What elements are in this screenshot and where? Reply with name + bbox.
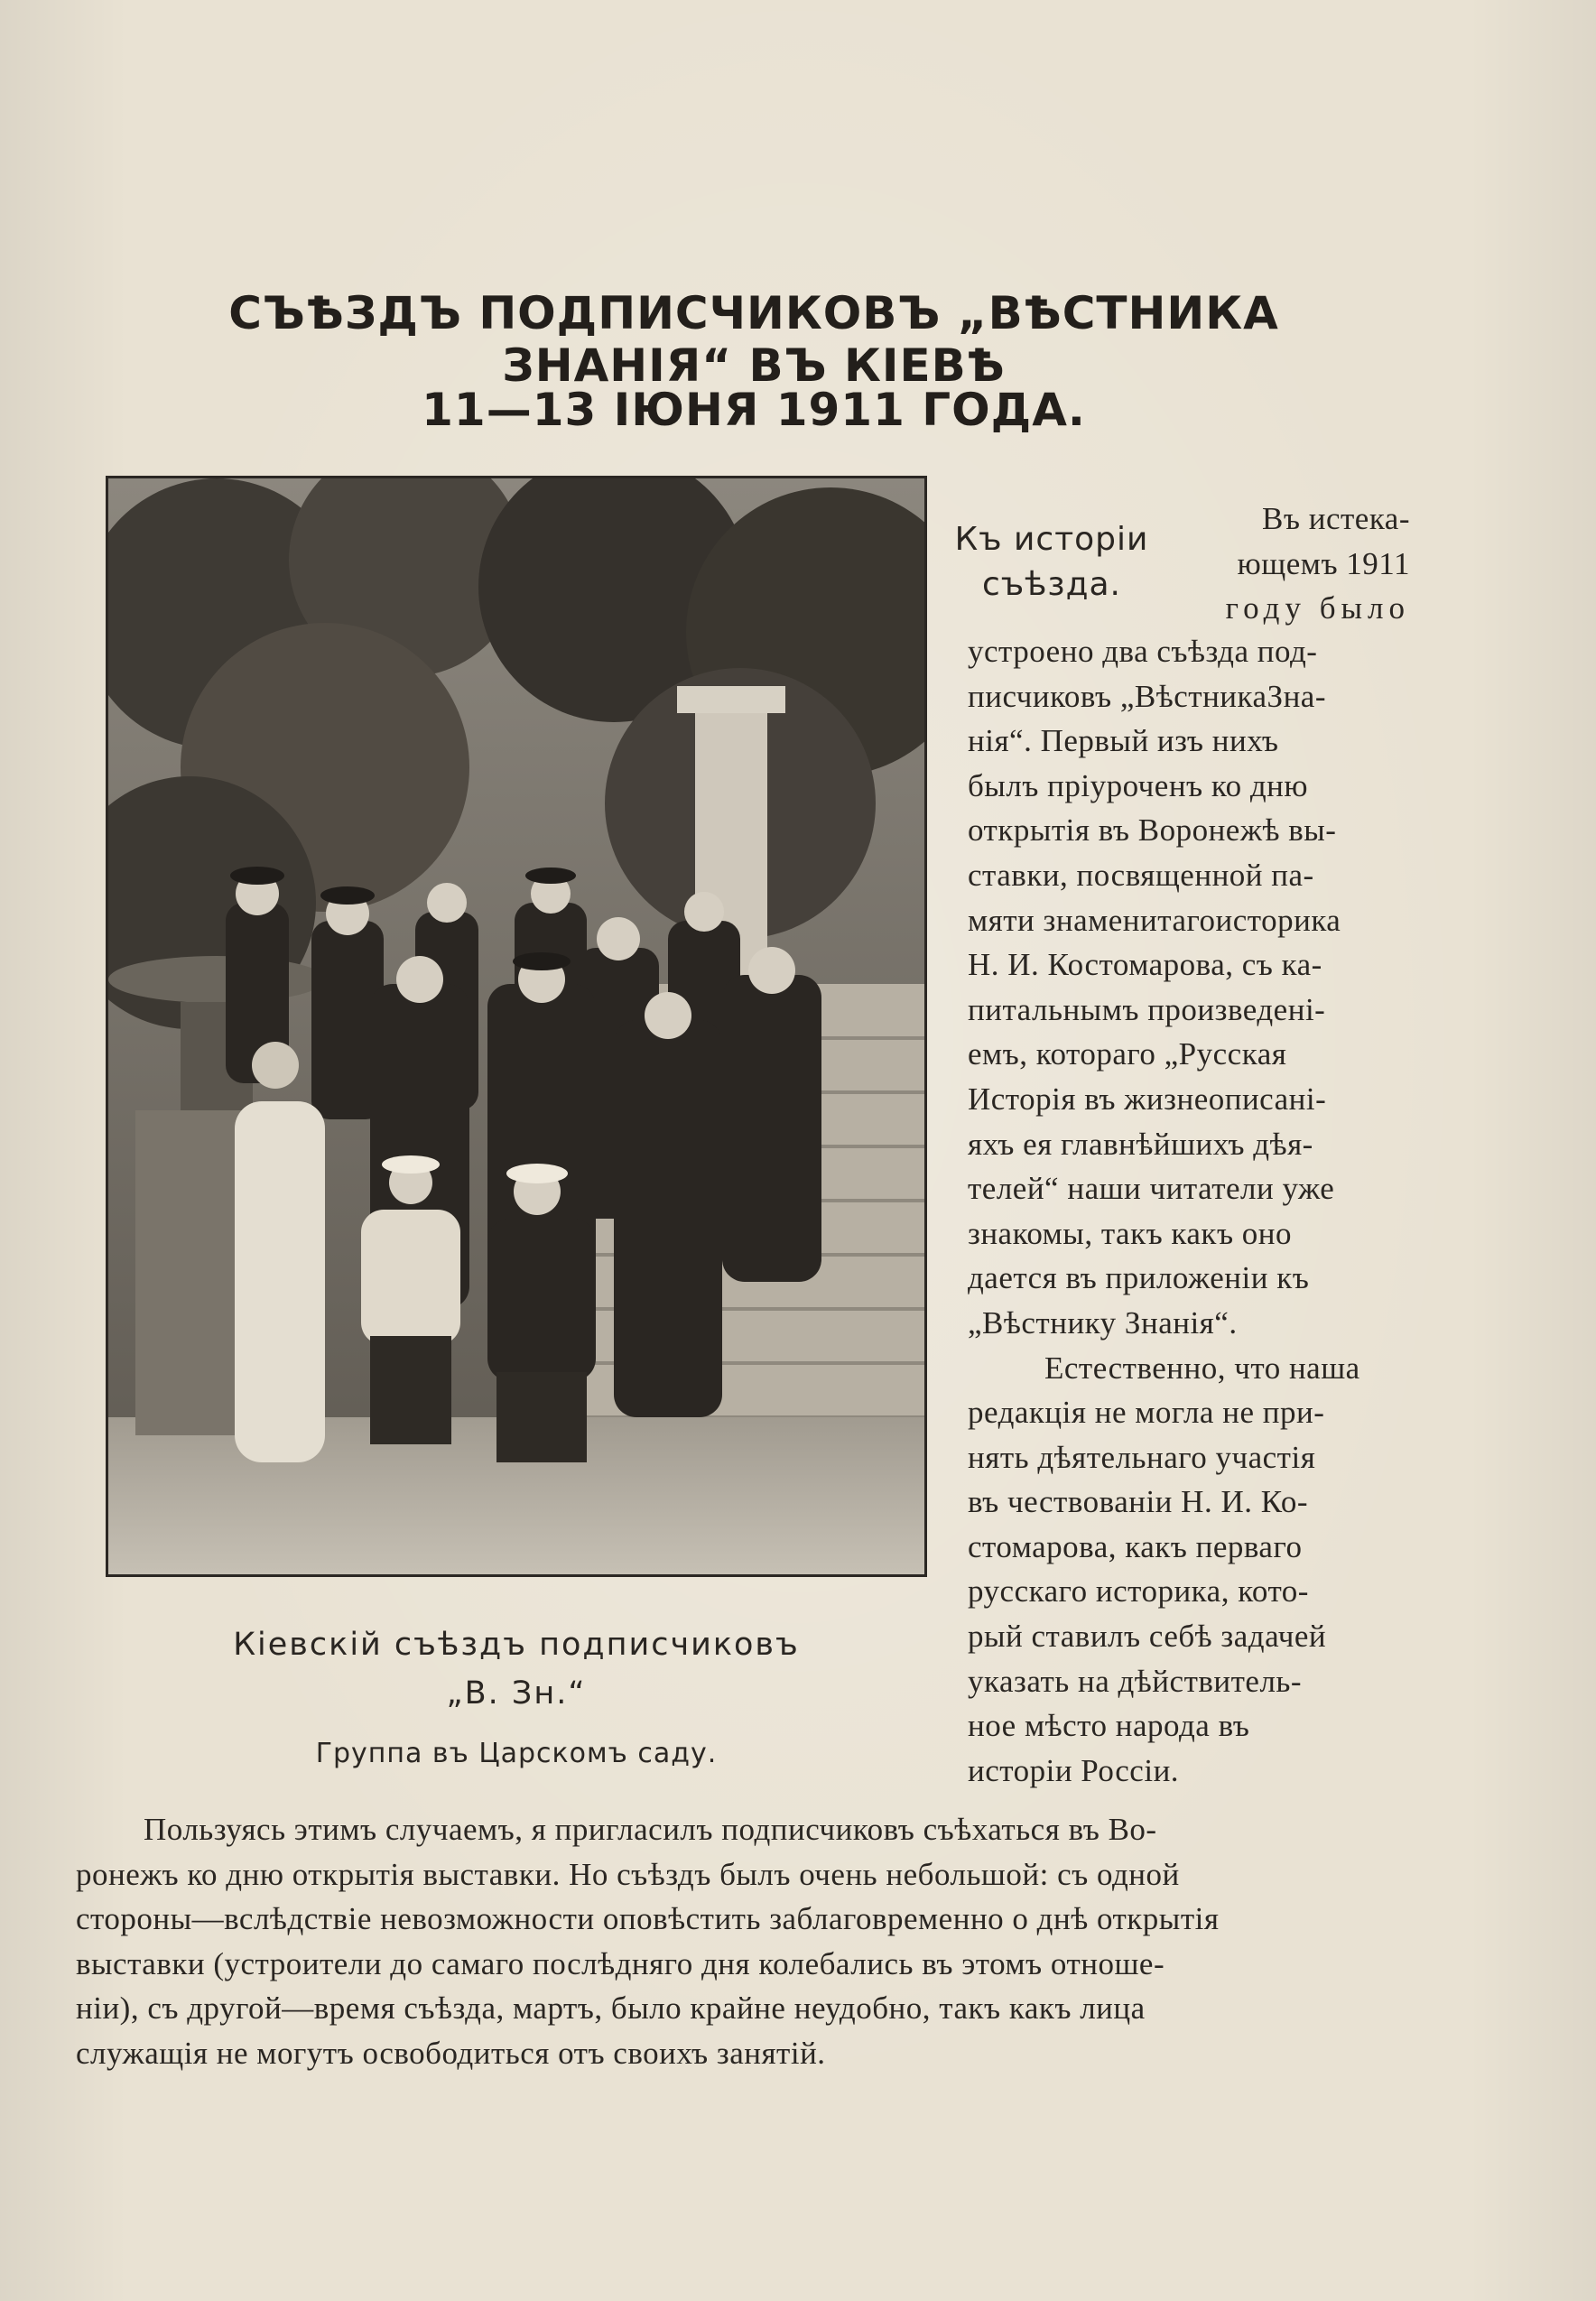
photo-subcaption: Группа въ Царскомъ саду.: [315, 1738, 718, 1769]
group-photograph: [106, 476, 927, 1577]
column-top-text: [1174, 496, 1410, 631]
side-heading-line-1: Къ исторіи: [954, 521, 1149, 558]
text-line: телей“ наши читатели уже: [968, 1171, 1335, 1207]
text-line: яхъ ея главнѣйшихъ дѣя-: [968, 1126, 1313, 1162]
text-line: ронежъ ко дню открытія выставки. Но съѣздъ былъ очень небольшой: съ одной: [76, 1856, 1180, 1892]
article-title-line-2: 11—13 ІЮНЯ 1911 ГОДА.: [422, 384, 1086, 436]
text-line: въ чествованіи Н. И. Ко-: [968, 1484, 1308, 1520]
text-line: ное мѣсто народа въ: [968, 1708, 1250, 1744]
text-line: исторіи Россіи.: [968, 1752, 1180, 1788]
text-line: стороны—вслѣдствіе невозможности оповѣстить заблаговременно о днѣ открытія: [76, 1901, 1220, 1937]
bottom-paragraph: [76, 1807, 1410, 2076]
text-line: стомарова, какъ перваго: [968, 1528, 1303, 1564]
column-main-text: [968, 629, 1410, 1793]
photo-caption-line-2: „В. Зн.“: [446, 1675, 587, 1712]
text-line: былъ пріуроченъ ко дню: [968, 767, 1309, 803]
text-line: ставки, посвященной па-: [968, 857, 1314, 893]
text-line: питальнымъ произведені-: [968, 991, 1326, 1027]
side-heading-line-2: съѣзда.: [982, 566, 1121, 603]
text-line: году было: [1225, 590, 1410, 626]
text-line: нять дѣятельнаго участія: [968, 1439, 1316, 1475]
side-heading: [930, 517, 1174, 608]
text-line: Пользуясь этимъ случаемъ, я пригласилъ подписчиковъ съѣхаться въ Во-: [144, 1812, 1157, 1847]
photo-caption: [106, 1620, 927, 1718]
text-line: ніи), съ другой—время съѣзда, мартъ, было крайне неудобно, такъ какъ лица: [76, 1990, 1146, 2027]
text-line: знакомы, такъ какъ оно: [968, 1215, 1293, 1251]
text-line: писчиковъ „ВѣстникаЗна-: [968, 678, 1326, 714]
text-line: устроено два съѣзда под-: [968, 634, 1318, 669]
text-line: указать на дѣйствитель-: [968, 1663, 1303, 1699]
text-line: русскаго историка, кото-: [968, 1573, 1309, 1610]
article-title-line-1: СЪѢЗДЪ ПОДПИСЧИКОВЪ „ВѢСТНИКА ЗНАНІЯ“ ВЪ КІЕВѢ: [228, 287, 1279, 392]
text-line: мяти знаменитагоисторика: [968, 902, 1341, 938]
text-line: выставки (устроители до самаго послѣдняго дня колебались въ этомъ отноше-: [76, 1945, 1165, 1981]
text-line: „Вѣстнику Знанія“.: [968, 1304, 1238, 1341]
text-line: служащія не могутъ освободиться отъ своихъ занятій.: [76, 2035, 826, 2071]
text-line: Н. И. Костомарова, съ ка-: [968, 947, 1322, 983]
text-line: нія“. Первый изъ нихъ: [968, 723, 1279, 759]
text-line: Естественно, что наша: [1044, 1350, 1360, 1386]
text-line: Въ истека-: [1262, 501, 1410, 536]
text-line: редакція не могла не при-: [968, 1395, 1325, 1431]
text-line: ющемъ 1911: [1237, 545, 1410, 581]
text-line: емъ, котораго „Русская: [968, 1036, 1287, 1072]
text-line: Исторія въ жизнеописані-: [968, 1081, 1327, 1117]
text-line: рый ставилъ себѣ задачей: [968, 1619, 1327, 1655]
photo-caption-line-1: Кіевскій съѣздъ подписчиковъ: [233, 1627, 800, 1663]
text-line: дается въ приложеніи къ: [968, 1260, 1310, 1296]
text-line: открытія въ Воронежѣ вы-: [968, 812, 1337, 849]
